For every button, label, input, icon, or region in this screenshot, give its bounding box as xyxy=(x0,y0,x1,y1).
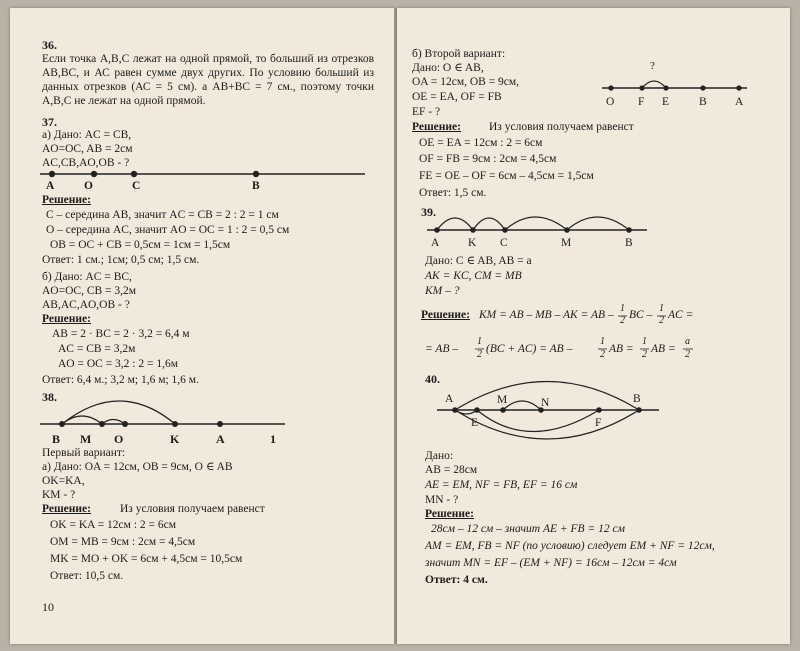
p37-label-c: C xyxy=(132,180,141,192)
p38b-solution-label: Решение: xyxy=(412,121,461,133)
p37-given-line-1: а) Дано: AC = CB, xyxy=(42,129,132,141)
p38b-label-e: E xyxy=(662,96,670,108)
p39-solution-line-1-a: KM = AB – MB – AK = AB – xyxy=(479,309,614,321)
p37b-solution-line-1: AB = 2 · BC = 2 · 3,2 = 6,4 м xyxy=(52,328,190,340)
p38-label-m: M xyxy=(80,432,93,446)
p39-solution-line-1-c: AC = xyxy=(668,309,694,321)
p38b-label-f: F xyxy=(638,96,645,108)
p39-given-line-1: Дано: C ∈ AB, AB = a xyxy=(425,255,532,267)
p38-solution-line-2: OM = MB = 9см : 2см = 4,5см xyxy=(50,536,196,548)
p39-label-m: M xyxy=(561,237,572,249)
p39-label-k: K xyxy=(468,237,477,249)
p38b-given-line-1: Дано: O ∈ AB, xyxy=(412,62,484,74)
p38b-given-line-4: EF - ? xyxy=(412,106,441,118)
problem-36-text: Если точка А,В,С лежат на одной прямой, то больший из отрезков АВ,ВС, и АС равен сумме двух других. По условию больший из данных отрезков (АС = 5 см). а АВ+ВС = 7 см., поэтому точки А,В,С не лежат на одной прямой. xyxy=(42,53,374,107)
p37b-solution-label: Решение: xyxy=(42,313,91,325)
p39-solution-line-2-b: (BC + AC) = AB – xyxy=(486,343,573,355)
p37-given-line-2: AO=OC, AB = 2см xyxy=(42,143,133,155)
p37b-given-line-2: AO=OC, CB = 3,2м xyxy=(42,285,137,297)
p39-solution-line-2-d: AB = xyxy=(651,343,676,355)
p38-solution-label: Решение: xyxy=(42,503,91,515)
p38-given-line-3: KM - ? xyxy=(42,489,76,501)
p37b-solution-line-3: AO = OC = 3,2 : 2 = 1,6м xyxy=(58,358,179,370)
p38b-solution-intro: Из условия получаем равенст xyxy=(489,121,634,133)
p38-given-line-2: OK=KA, xyxy=(42,475,85,487)
p39-label-b: B xyxy=(625,237,633,249)
p38b-solution-line-2: OF = FB = 9см : 2см = 4,5см xyxy=(419,153,557,165)
p37b-given-line-3: AB,AC,AO,OB - ? xyxy=(42,299,130,311)
problem-40-number: 40. xyxy=(425,372,440,386)
problem-36-number: 36. xyxy=(42,38,57,52)
p38b-label-b: B xyxy=(699,96,707,108)
right-page xyxy=(397,8,790,644)
p39-frac4-den: 2 xyxy=(600,349,605,360)
p37-label-b: B xyxy=(252,180,260,192)
p39-label-a: A xyxy=(431,237,440,249)
left-page xyxy=(10,8,394,644)
p40-label-e: E xyxy=(471,417,479,429)
p40-solution-line-1: 28см – 12 см – значит AE + FB = 12 см xyxy=(431,523,625,535)
p40-solution-line-2: AM = EM, FB = NF (по условию) следует EM + NF = 12см, xyxy=(425,540,715,552)
p38b-solution-line-1: OE = EA = 12см : 2 = 6см xyxy=(419,137,543,149)
p40-answer: Ответ: 4 см. xyxy=(425,574,488,586)
p37-given-line-3: AC,CB,AO,OB - ? xyxy=(42,157,130,169)
p38-label-k: K xyxy=(170,432,181,446)
p40-label-a: A xyxy=(445,393,454,405)
p38-label-a: A xyxy=(216,432,226,446)
p37b-solution-line-2: AC = CB = 3,2м xyxy=(58,343,136,355)
page-number: 10 xyxy=(42,600,54,614)
p39-solution-line-1-b: BC – xyxy=(629,309,653,321)
problem-37-number: 37. xyxy=(42,115,57,129)
p38-label-b: B xyxy=(52,432,62,446)
p39-given-line-2: AK = KC, CM = MB xyxy=(425,270,522,282)
p37-answer-a: Ответ: 1 см.; 1см; 0,5 см; 1,5 см. xyxy=(42,254,200,266)
p37b-answer: Ответ: 6,4 м.; 3,2 м; 1,6 м; 1,6 м. xyxy=(42,374,199,386)
p39-solution-line-2-c: AB = xyxy=(609,343,634,355)
p40-given-line-1: AB = 28см xyxy=(425,464,478,476)
p40-solution-label: Решение: xyxy=(425,508,474,520)
p37-solution-line-2: O – середина AC, значит AO = OC = 1 : 2 = 0,5 см xyxy=(46,224,290,236)
p40-given-line-2: AE = EM, NF = FB, EF = 16 см xyxy=(425,479,578,491)
p39-frac1-den: 2 xyxy=(620,315,625,326)
p38b-label-o: O xyxy=(606,96,615,108)
p39-label-c: C xyxy=(500,237,508,249)
p38-solution-line-1: OK = KA = 12см : 2 = 6см xyxy=(50,519,177,531)
p38-solution-intro: Из условия получаем равенст xyxy=(120,503,265,515)
p38b-given-line-3: OE = EA, OF = FB xyxy=(412,91,502,103)
p39-frac3-num: 1 xyxy=(477,336,482,347)
p40-label-m: M xyxy=(497,394,508,406)
p39-frac2-num: 1 xyxy=(659,303,664,314)
p38-label-o: O xyxy=(114,432,125,446)
p38-answer: Ответ: 10,5 см. xyxy=(50,570,124,582)
p39-frac2-den: 2 xyxy=(659,315,664,326)
p39-solution-label: Решение: xyxy=(421,309,470,321)
p38b-solution-line-3: FE = OE – OF = 6см – 4,5см = 1,5см xyxy=(419,170,594,182)
book-spread xyxy=(10,8,790,644)
p40-label-n: N xyxy=(541,397,550,409)
problem-38-number: 38. xyxy=(42,390,57,404)
p40-label-b: B xyxy=(633,393,641,405)
p38-variant-title: Первый вариант: xyxy=(42,447,126,459)
p38-label-1: 1 xyxy=(270,432,277,446)
p39-frac6-den: 2 xyxy=(685,349,690,360)
p39-frac6-num: a xyxy=(685,336,690,347)
p40-solution-line-3: значит MN = EF – (EM + NF) = 16см – 12см = 4см xyxy=(425,557,677,569)
p38b-label-a: A xyxy=(735,96,744,108)
p37-solution-label: Решение: xyxy=(42,194,91,206)
p39-frac5-den: 2 xyxy=(642,349,647,360)
p38b-question-mark: ? xyxy=(650,60,655,72)
p37-solution-line-3: OB = OC + CB = 0,5см = 1см = 1,5см xyxy=(50,239,231,251)
p38-solution-line-3: MK = MO + OK = 6см + 4,5см = 10,5см xyxy=(50,553,243,565)
p40-given-label: Дано: xyxy=(425,450,454,462)
p40-label-f: F xyxy=(595,417,602,429)
p39-frac3-den: 2 xyxy=(477,349,482,360)
p38-given-line-1: а) Дано: OA = 12см, OB = 9см, O ∈ AB xyxy=(42,461,233,473)
p38b-answer: Ответ: 1,5 см. xyxy=(419,187,487,199)
p39-frac4-num: 1 xyxy=(600,336,605,347)
p37b-given-line-1: б) Дано: AC = BC, xyxy=(42,271,132,283)
p38b-variant-title: б) Второй вариант: xyxy=(412,48,506,60)
p39-frac1-num: 1 xyxy=(620,303,625,314)
p37-label-o: O xyxy=(84,180,93,192)
p40-given-line-3: MN - ? xyxy=(425,494,459,506)
p39-given-line-3: KM – ? xyxy=(425,285,460,297)
problem-39-number: 39. xyxy=(421,205,436,219)
p37-label-a: A xyxy=(46,180,55,192)
p39-frac5-num: 1 xyxy=(642,336,647,347)
p39-solution-line-2-a: = AB – xyxy=(425,343,459,355)
p38b-given-line-2: OA = 12см, OB = 9см, xyxy=(412,76,520,88)
p37-solution-line-1: C – середина AB, значит AC = CB = 2 : 2 = 1 см xyxy=(46,209,279,221)
